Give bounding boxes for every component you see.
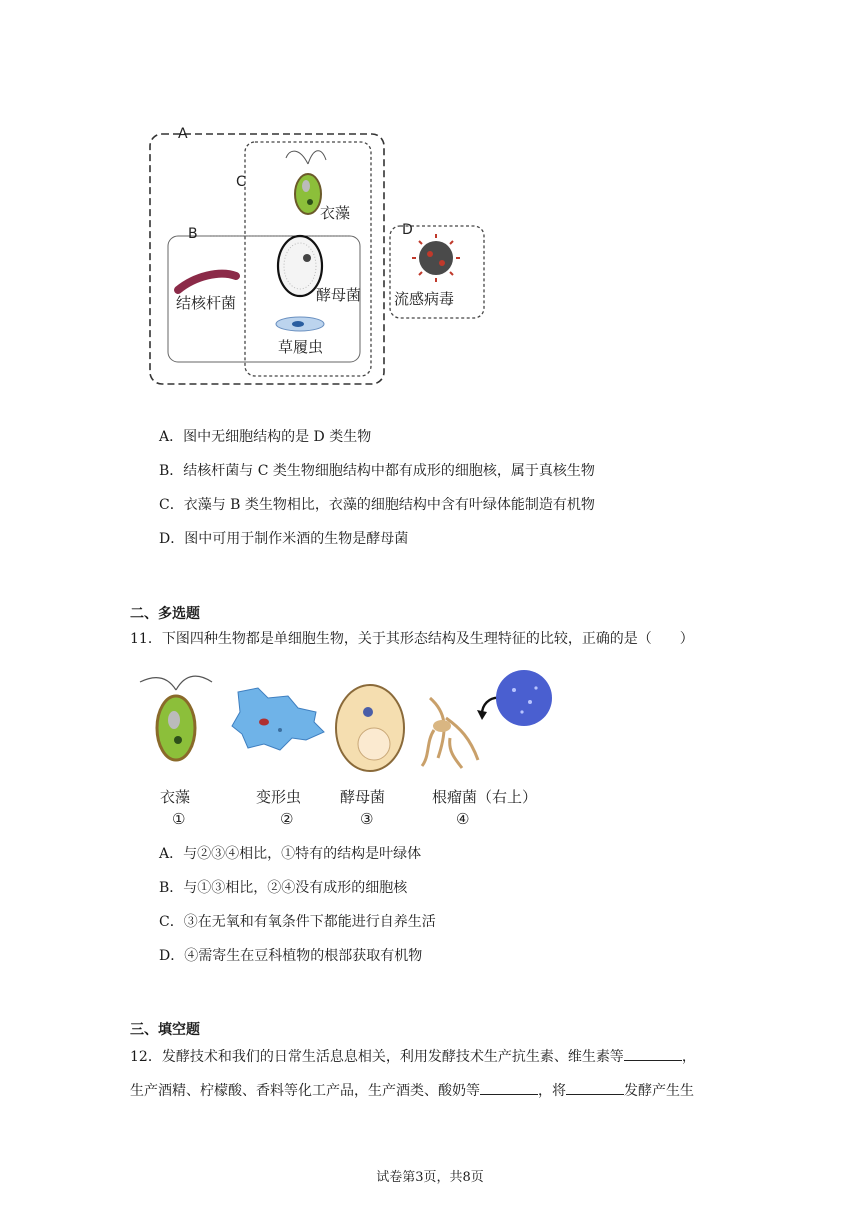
section-3-title: 三、填空题	[130, 1022, 200, 1038]
tuberculosis-image	[178, 274, 236, 290]
q10-option-d: D．图中可用于制作米酒的生物是酵母菌	[159, 531, 409, 547]
yeast-label: 酵母菌	[316, 286, 362, 304]
q10-option-a: A．图中无细胞结构的是 D 类生物	[159, 429, 372, 445]
q11-option-c: C．③在无氧和有氧条件下都能进行自养生活	[159, 914, 436, 930]
q12-blank-3[interactable]	[566, 1080, 624, 1095]
q11-name-2: 变形虫	[256, 788, 302, 806]
q10-option-c: C．衣藻与 B 类生物相比，衣藻的细胞结构中含有叶绿体能制造有机物	[159, 497, 595, 513]
q11-figure	[130, 668, 570, 828]
q11-num-2: ②	[280, 810, 294, 828]
label-d: D	[402, 222, 413, 238]
chlamydomonas-label: 衣藻	[320, 204, 351, 222]
virus-label: 流感病毒	[394, 290, 455, 308]
q11-name-1: 衣藻	[160, 788, 191, 806]
q10-option-b: B．结核杆菌与 C 类生物细胞结构中都有成形的细胞核，属于真核生物	[159, 463, 595, 479]
paramecium-label: 草履虫	[278, 338, 324, 356]
q11-name-3: 酵母菌	[340, 788, 386, 806]
q11-option-d: D．④需寄生在豆科植物的根部获取有机物	[159, 948, 423, 964]
section-2-title: 二、多选题	[130, 606, 200, 622]
q12-blank-1[interactable]	[624, 1046, 682, 1061]
rhizobium-icon	[422, 670, 552, 768]
q12-blank-2[interactable]	[480, 1080, 538, 1095]
chlamydomonas-icon	[140, 676, 212, 760]
yeast-icon	[336, 685, 404, 771]
q11-num-1: ①	[172, 810, 186, 828]
box-a	[150, 134, 384, 384]
paramecium-image	[276, 317, 324, 331]
q11-num-4: ④	[456, 810, 470, 828]
q11-name-4: 根瘤菌（右上）	[432, 788, 538, 806]
q12-text-2c: 发酵产生生	[624, 1083, 694, 1099]
q11-option-a: A．与②③④相比，①特有的结构是叶绿体	[159, 846, 422, 862]
tuberculosis-label: 结核杆菌	[176, 294, 237, 312]
classification-diagram	[140, 118, 500, 398]
q11-num-3: ③	[360, 810, 374, 828]
q12-text-1b: ，	[681, 1049, 696, 1065]
amoeba-icon	[232, 688, 324, 750]
q12-text-1a: 12．发酵技术和我们的日常生活息息相关，利用发酵技术生产抗生素、维生素等	[130, 1049, 624, 1065]
q11-option-b: B．与①③相比，②④没有成形的细胞核	[159, 880, 408, 896]
label-b: B	[188, 226, 198, 242]
label-c: C	[236, 174, 246, 190]
q12-text-2a: 生产酒精、柠檬酸、香料等化工产品，生产酒类、酸奶等	[130, 1083, 480, 1099]
page-footer: 试卷第3页，共8页	[376, 1170, 484, 1185]
q12-line-1	[130, 1046, 696, 1067]
q12-text-2b: ，将	[538, 1083, 566, 1099]
q12-line-2	[130, 1080, 694, 1101]
virus-image	[412, 234, 460, 282]
label-a: A	[178, 126, 188, 142]
q11-stem: 11．下图四种生物都是单细胞生物，关于其形态结构及生理特征的比较，正确的是（ ）	[130, 631, 694, 647]
